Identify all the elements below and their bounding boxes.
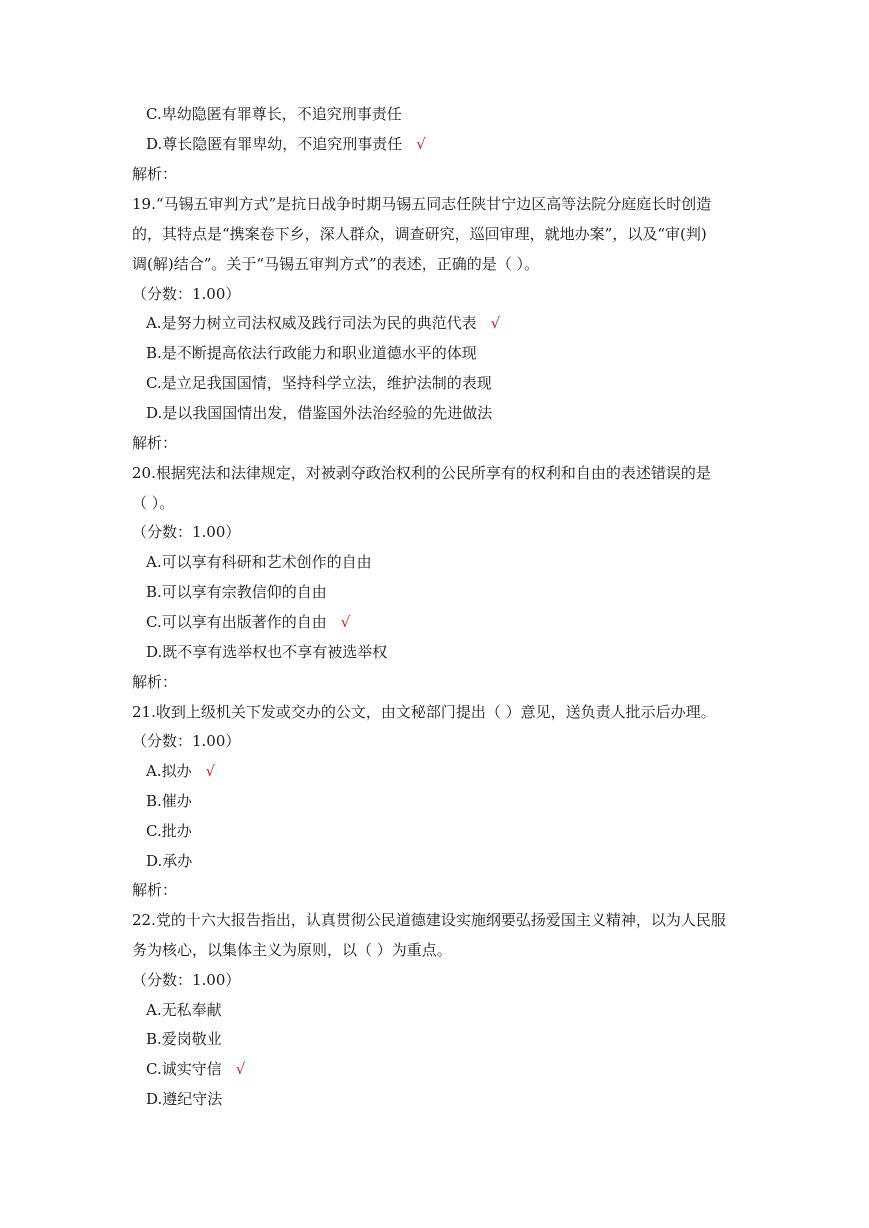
option-label: D.尊长隐匿有罪卑幼，不追究刑事责任 bbox=[146, 135, 403, 153]
answer-option bbox=[146, 403, 492, 423]
question-text bbox=[132, 463, 711, 483]
answer-option bbox=[146, 612, 350, 632]
answer-option bbox=[146, 1089, 222, 1109]
answer-option bbox=[146, 373, 492, 393]
option-label: B.爱岗敬业 bbox=[146, 1030, 222, 1048]
answer-option bbox=[146, 851, 192, 871]
check-mark-icon: √ bbox=[340, 613, 351, 631]
option-label: C.诚实守信 bbox=[146, 1060, 222, 1078]
check-mark-icon: √ bbox=[205, 762, 216, 780]
question-text bbox=[132, 224, 707, 244]
answer-option bbox=[146, 1059, 245, 1079]
check-mark-icon: √ bbox=[235, 1060, 246, 1078]
answer-option bbox=[146, 1000, 222, 1020]
analysis-label bbox=[132, 672, 177, 692]
question-text bbox=[132, 194, 711, 214]
option-label: D.既不享有选举权也不享有被选举权 bbox=[146, 643, 388, 661]
option-label: A.是努力树立司法权威及践行司法为民的典范代表 bbox=[146, 314, 477, 332]
option-label: C.可以享有出版著作的自由 bbox=[146, 613, 327, 631]
text-line: 的，其特点是“携案卷下乡，深人群众，调查研究，巡回审理，就地办案”，以及“审(判) bbox=[132, 225, 707, 243]
text-line: （分数：1.00） bbox=[132, 732, 241, 750]
answer-option bbox=[146, 313, 500, 333]
answer-option bbox=[146, 821, 192, 841]
text-line: （分数：1.00） bbox=[132, 285, 241, 303]
check-mark-icon: √ bbox=[416, 135, 426, 153]
text-line: （分数：1.00） bbox=[132, 523, 241, 541]
text-line: 20.根据宪法和法律规定，对被剥夺政治权利的公民所享有的权利和自由的表述错误的是 bbox=[132, 464, 711, 482]
text-line: 解析： bbox=[132, 673, 178, 691]
text-line: 解析： bbox=[132, 165, 178, 183]
option-label: C.是立足我国国情，坚持科学立法，维护法制的表现 bbox=[146, 374, 492, 392]
option-label: B.可以享有宗教信仰的自由 bbox=[146, 583, 327, 601]
option-label: A.拟办 bbox=[146, 762, 192, 780]
check-mark-icon: √ bbox=[490, 314, 501, 332]
answer-option bbox=[146, 1029, 222, 1049]
text-line: （分数：1.00） bbox=[132, 971, 241, 989]
question-text bbox=[132, 910, 726, 930]
question-text bbox=[132, 493, 174, 513]
option-label: B.是不断提高依法行政能力和职业道德水平的体现 bbox=[146, 344, 477, 362]
question-text bbox=[132, 702, 716, 722]
option-label: D.是以我国国情出发，借鉴国外法治经验的先进做法 bbox=[146, 404, 493, 422]
option-label: D.遵纪守法 bbox=[146, 1090, 223, 1108]
text-line: 解析： bbox=[132, 434, 178, 452]
text-line: 19.“马锡五审判方式”是抗日战争时期马锡五同志任陕甘宁边区高等法院分庭庭长时创造 bbox=[132, 195, 712, 213]
option-label: C.卑幼隐匿有罪尊长，不追究刑事责任 bbox=[146, 105, 402, 123]
analysis-label bbox=[132, 880, 177, 900]
analysis-label bbox=[132, 164, 177, 184]
answer-option bbox=[146, 642, 387, 662]
answer-option bbox=[146, 343, 477, 363]
question-text bbox=[132, 254, 539, 274]
answer-option bbox=[146, 791, 192, 811]
text-line: 22.党的十六大报告指出，认真贯彻公民道德建设实施纲要弘扬爱国主义精神，以为人民服 bbox=[132, 911, 726, 929]
answer-option bbox=[146, 582, 327, 602]
option-label: B.催办 bbox=[146, 792, 192, 810]
text-line: 解析： bbox=[132, 881, 178, 899]
answer-option bbox=[146, 134, 426, 154]
text-line: 务为核心，以集体主义为原则，以（ ）为重点。 bbox=[132, 941, 452, 959]
answer-option bbox=[146, 761, 215, 781]
answer-option bbox=[146, 104, 402, 124]
option-label: A.无私奉献 bbox=[146, 1001, 222, 1019]
text-line: 调(解)结合”。关于“马锡五审判方式”的表述，正确的是（ ）。 bbox=[132, 255, 539, 273]
question-text bbox=[132, 284, 240, 304]
option-label: A.可以享有科研和艺术创作的自由 bbox=[146, 553, 372, 571]
option-label: D.承办 bbox=[146, 852, 193, 870]
analysis-label bbox=[132, 433, 177, 453]
question-text bbox=[132, 731, 240, 751]
option-label: C.批办 bbox=[146, 822, 192, 840]
question-text bbox=[132, 522, 240, 542]
answer-option bbox=[146, 552, 372, 572]
question-text bbox=[132, 970, 240, 990]
text-line: 21.收到上级机关下发或交办的公文，由文秘部门提出（ ）意见，送负责人批示后办理。 bbox=[132, 703, 716, 721]
text-line: （ ）。 bbox=[132, 494, 175, 512]
question-text bbox=[132, 940, 452, 960]
